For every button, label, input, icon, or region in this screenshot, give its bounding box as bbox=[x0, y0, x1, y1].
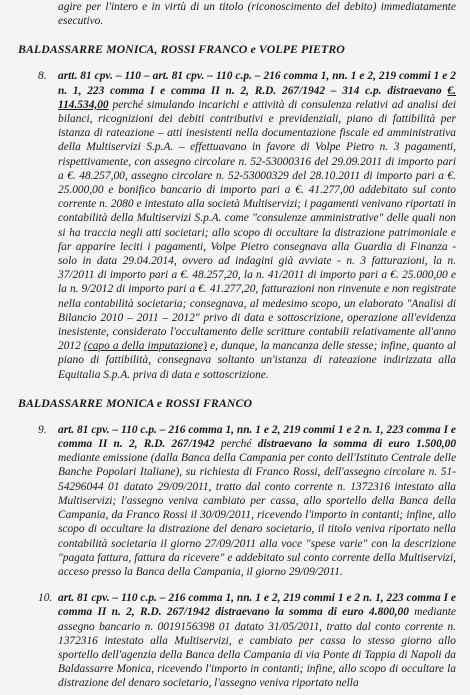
distracted-amount: distraevano la somma di euro 1.500,00 bbox=[257, 438, 457, 451]
section-heading-1: BALDASSARRE MONICA, ROSSI FRANCO e VOLPE PIETRO bbox=[18, 42, 345, 57]
charge-item-8 bbox=[6, 69, 456, 381]
distracted-amount: €. 114.534,00 bbox=[58, 84, 457, 111]
section-heading-2: BALDASSARRE MONICA e ROSSI FRANCO bbox=[18, 395, 253, 410]
imputation-reference: (capo a della imputazione) bbox=[83, 340, 208, 353]
item-body bbox=[58, 423, 456, 579]
item-text: mediante assegno bancario n. 0019156398 01 datato 31/05/2011, tratto dal conto corrente n. 1372316 intestato alla Multiservizi, e cambiato per cassa lo stesso giorno allo sportello dell'agenzia della Banca della Campania di via Ponte di Tappia di Napoli da Baldassarre Monica, ricevendo l'importo in contanti; infine, allo scopo di occultare la distrazione del denaro societario, l'assegno veniva riportato nella bbox=[58, 606, 456, 690]
item-number: 10. bbox=[38, 592, 53, 605]
charge-item-9 bbox=[6, 423, 456, 579]
item-text-part2: e, dunque, la mancanza delle stesse; infine, quanto al piano di fattibilità, consegnava soltanto un'istanza di rateazione indirizzata alla Equitalia S.p.A. priva di data e sottoscrizione. bbox=[58, 340, 456, 381]
item-number: 9. bbox=[38, 423, 47, 436]
charge-articles: art. 81 cpv. – 110 c.p. – 216 comma 1, nn. 1 e 2, 219 commi 1 e 2 n. 1, 223 comma I e comma II n. 2, R.D. 267/1942 distraevano la somma di euro 4.800,00 bbox=[58, 592, 456, 619]
item-connector: perché bbox=[220, 438, 252, 451]
item-body bbox=[58, 591, 456, 690]
item-body bbox=[58, 69, 456, 381]
item-text-part1: perché simulando incarichi e attività di consulenza relativi ad analisi dei bilanci, ricognizioni dei debiti contributivi e previdenziali, piano di fattibilità per istanza di rateazione – atti inesistenti nella documentazione fiscale ed amministrativa della Multiservizi S.p.A. – effettuavano in favore di Volpe Pietro n. 3 pagamenti, rispettivamente, con assegno circolare n. 52-53000316 del 29.09.2011 di importo pari a €. 48.257,00, assegno circolare n. 52-53000329 del 28.10.2011 di importo pari a €. 25.000,00 e bonifico bancario di importo pari a €. 41.277,00 addebitato sul conto corrente n. 2080 e intestato alla società Multiservizi; i pagamenti venivano riportati in contabilità della Multiservizi S.p.A. come "consulenze amministrative" delle quali non si ha traccia negli atti societari; allo scopo di occultare la distrazione patrimoniale e far apparire leciti i pagamenti, Volpe Pietro consegnava alla Guardia di Finanza - solo in data 29.04.2014, ovvero ad indagini già avviate - n. 3 fatturazioni, la n. 37/2011 di importo pari a €. 48.257,20, la n. 41/2011 di importo pari a €. 25.000,00 e la n. 9/2012 di importo pari a €. 41.277,20, fatturazioni non rinvenute e non registrate nella contabilità societaria; consegnava, al medesimo scopo, un elaborato "Analisi di Bilancio 2010 – 2011 – 2012" privo di data e sottoscrizione, operazione all'evidenza inesistente, considerato l'occultamento delle scritture contabili relativamente all'anno 2012 bbox=[58, 98, 456, 353]
item-text: mediante emissione (dalla Banca della Campania per conto dell'Istituto Centrale delle Banche Popolari Italiane), su richiesta di Franco Rossi, dell'assegno circolare n. 51-54296044 01 datato 29/09/2011, tratto dal conto corrente n. 1372316 intestato alla Multiservizi; l'assegno veniva cambiato per cassa, allo sportello della Banca della Campania, da Franco Rossi il 30/09/2011, ricevendo l'importo in contanti; infine, allo scopo di occultare la distrazione del denaro societario, il titolo veniva riportato nella contabilità societaria il giorno 27/09/2011 alla voce "spese varie" con la descrizione "pagata fattura, fattura da ricevere" e addebitato sul conto corrente della Multiservizi, acceso presso la Banca della Campania, il giorno 29/09/2011. bbox=[58, 452, 456, 578]
intro-paragraph: agire per l'intero e in virtù di un titolo (riconoscimento del debito) immediatamente esecutivo. bbox=[58, 1, 456, 28]
charge-articles: artt. 81 cpv. – 110 – art. 81 cpv. – 110 c.p. – 216 comma 1, nn. 1 e 2, 219 commi 1 e 2 n. 1, 223 comma I e comma II n. 2, R.D. 267/1942 – 314 c.p. distraevano bbox=[58, 70, 456, 97]
charge-item-10 bbox=[6, 591, 456, 690]
item-number: 8. bbox=[38, 70, 47, 83]
charge-articles: art. 81 cpv. – 110 c.p. – 216 comma 1, nn. 1 e 2, 219 commi 1 e 2 n. 1, 223 comma I e comma II n. 2, R.D. 267/1942 bbox=[58, 423, 456, 451]
